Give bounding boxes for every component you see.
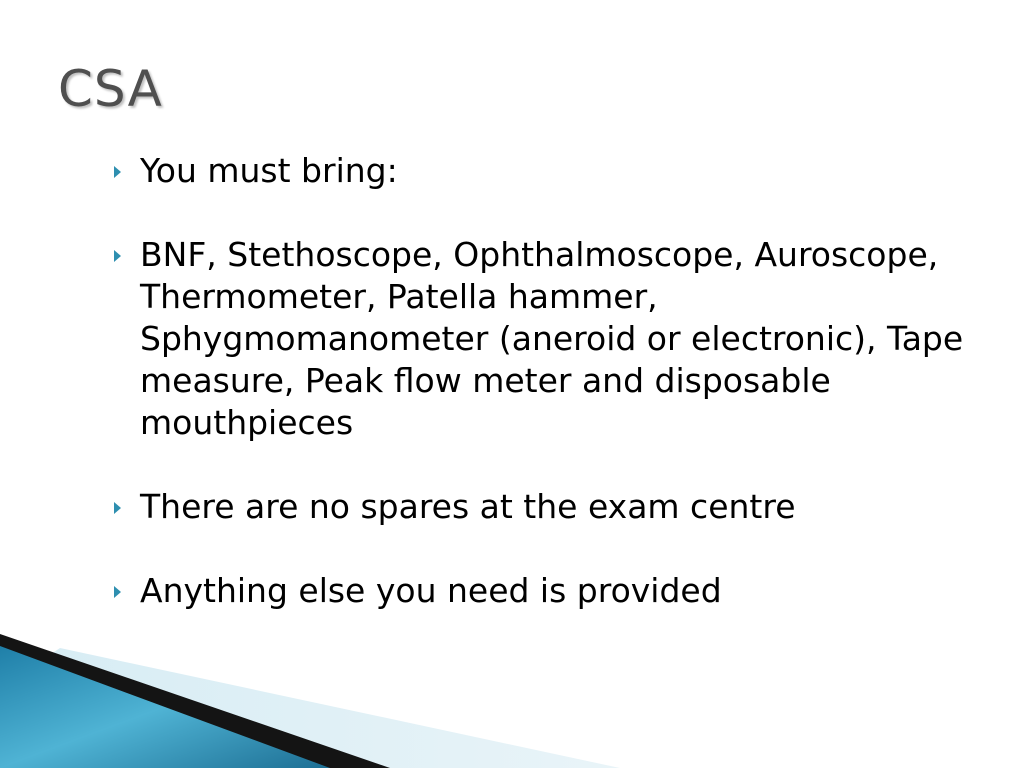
bullet-text: You must bring: [140, 151, 398, 190]
bullet-list [110, 150, 990, 612]
triangle-bullet-icon [114, 166, 121, 178]
slide-title: CSA [58, 60, 163, 118]
triangle-bullet-icon [114, 586, 121, 598]
bullet-item [110, 234, 990, 444]
bullet-text: There are no spares at the exam centre [140, 487, 796, 526]
bullet-text: Anything else you need is provided [140, 571, 722, 610]
bullet-item [110, 486, 990, 528]
bullet-item [110, 150, 990, 192]
bullet-item [110, 570, 990, 612]
triangle-bullet-icon [114, 250, 121, 262]
bullet-text: BNF, Stethoscope, Ophthalmoscope, Auroscope, Thermometer, Patella hammer, Sphygmomanometer (aneroid or electronic), Tape measure, Peak flow meter and disposable mouthpieces [140, 235, 964, 442]
triangle-bullet-icon [114, 502, 121, 514]
corner-decoration [0, 628, 1024, 768]
